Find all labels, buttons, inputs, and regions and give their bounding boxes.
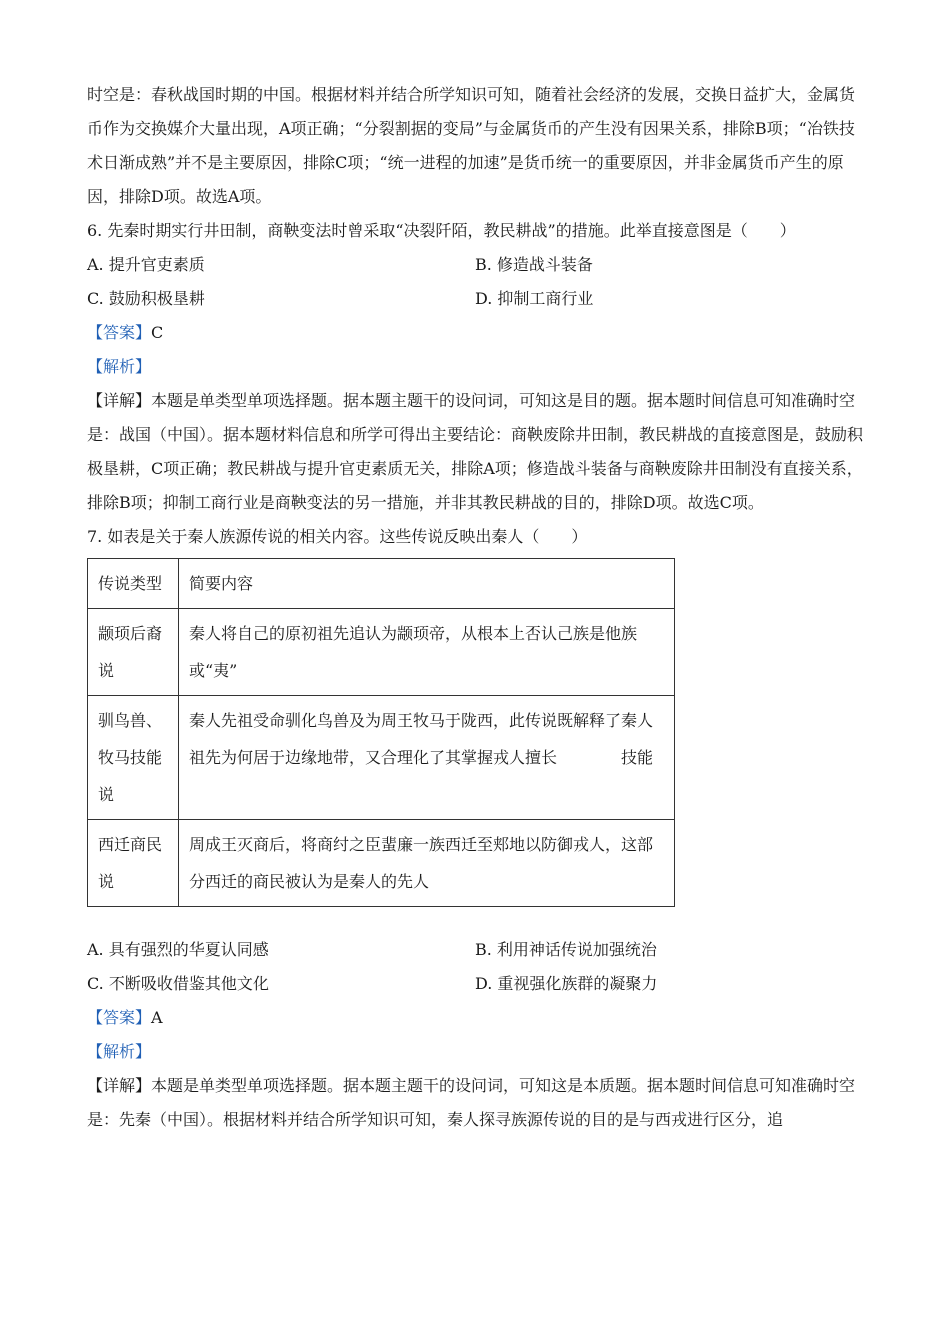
analysis-tag: 【解析】: [87, 357, 152, 376]
answer-value: A: [151, 1008, 163, 1027]
answer-tag: 【答案】: [87, 1008, 152, 1027]
answer-value: C: [151, 323, 164, 342]
detail-tag: 【详解】: [87, 391, 152, 410]
answer-tag: 【答案】: [87, 323, 152, 342]
table-cell-content: 周成王灭商后，将商纣之臣蜚廉一族西迁至郏地以防御戎人，这部分西迁的商民被认为是秦人的先人: [179, 820, 675, 907]
question-7-option-d: D. 重视强化族群的凝聚力: [475, 974, 658, 993]
document-page: [87, 78, 867, 1137]
table-cell-content-tail: 技能: [621, 748, 654, 767]
table-cell-content: [179, 696, 675, 820]
question-6-option-b: B. 修造战斗装备: [475, 255, 593, 274]
analysis-tag: 【解析】: [87, 1042, 152, 1061]
table-cell-type: 驯鸟兽、牧马技能说: [88, 696, 179, 820]
detail-tag: 【详解】: [87, 1076, 152, 1095]
legend-table: [87, 558, 675, 907]
table-header-row: [88, 559, 675, 609]
question-6-options-row-1: [87, 248, 867, 282]
question-6-stem: 6. 先秦时期实行井田制，商鞅变法时曾采取“决裂阡陌，教民耕战”的措施。此举直接意图是（ ）: [87, 221, 796, 240]
question-6-detail: [87, 384, 867, 520]
question-7-option-b: B. 利用神话传说加强统治: [475, 940, 657, 959]
question-7-stem: 7. 如表是关于秦人族源传说的相关内容。这些传说反映出秦人（ ）: [87, 527, 588, 546]
question-7-detail: [87, 1069, 867, 1137]
question-7-option-c: C. 不断吸收借鉴其他文化: [87, 974, 269, 993]
table-cell-content-main: 秦人先祖受命驯化鸟兽及为周王牧马于陇西，此传说既解释了秦人祖先为何居于边缘地带，又合理化了其掌握戎人擅长: [189, 711, 654, 767]
question-7-options-row-2: [87, 967, 867, 1001]
question-7-analysis-label: [87, 1035, 867, 1069]
question-6-option-d: D. 抑制工商行业: [475, 289, 594, 308]
question-7-option-a: A. 具有强烈的华夏认同感: [87, 940, 269, 959]
table-row: [88, 820, 675, 907]
question-6-option-a: A. 提升官吏素质: [87, 255, 205, 274]
previous-analysis-text: 时空是：春秋战国时期的中国。根据材料并结合所学知识可知，随着社会经济的发展，交换日益扩大，金属货币作为交换媒介大量出现，A项正确；“分裂割据的变局”与金属货币的产生没有因果关系，排除B项；“冶铁技术日渐成熟”并不是主要原因，排除C项；“统一进程的加速”是货币统一的重要原因，并非金属货币产生的原因，排除D项。故选A项。: [87, 85, 856, 206]
question-6-option-c: C. 鼓励积极垦耕: [87, 289, 205, 308]
question-6-options-row-2: [87, 282, 867, 316]
question-7-options-row-1: [87, 933, 867, 967]
question-6-analysis-label: [87, 350, 867, 384]
question-6-answer: [87, 316, 867, 350]
table-header-type: 传说类型: [88, 559, 179, 609]
detail-text: 本题是单类型单项选择题。据本题主题干的设问词，可知这是目的题。据本题时间信息可知准确时空是：战国（中国）。据本题材料信息和所学可得出主要结论：商鞅废除井田制，教民耕战的直接意图是，鼓励积极垦耕，C项正确；教民耕战与提升官吏素质无关，排除A项；修造战斗装备与商鞅废除井田制没有直接关系，排除B项；抑制工商行业是商鞅变法的另一措施，并非其教民耕战的目的，排除D项。故选C项。: [87, 391, 864, 512]
table-cell-type: 西迁商民说: [88, 820, 179, 907]
table-row: [88, 609, 675, 696]
question-7-answer: [87, 1001, 867, 1035]
table-row: [88, 696, 675, 820]
table-cell-type: 颛顼后裔说: [88, 609, 179, 696]
table-header-content: 简要内容: [179, 559, 675, 609]
detail-text: 本题是单类型单项选择题。据本题主题干的设问词，可知这是本质题。据本题时间信息可知准确时空是：先秦（中国）。根据材料并结合所学知识可知，秦人探寻族源传说的目的是与西戎进行区分，追: [87, 1076, 856, 1129]
table-cell-content: 秦人将自己的原初祖先追认为颛顼帝，从根本上否认己族是他族或“夷”: [179, 609, 675, 696]
